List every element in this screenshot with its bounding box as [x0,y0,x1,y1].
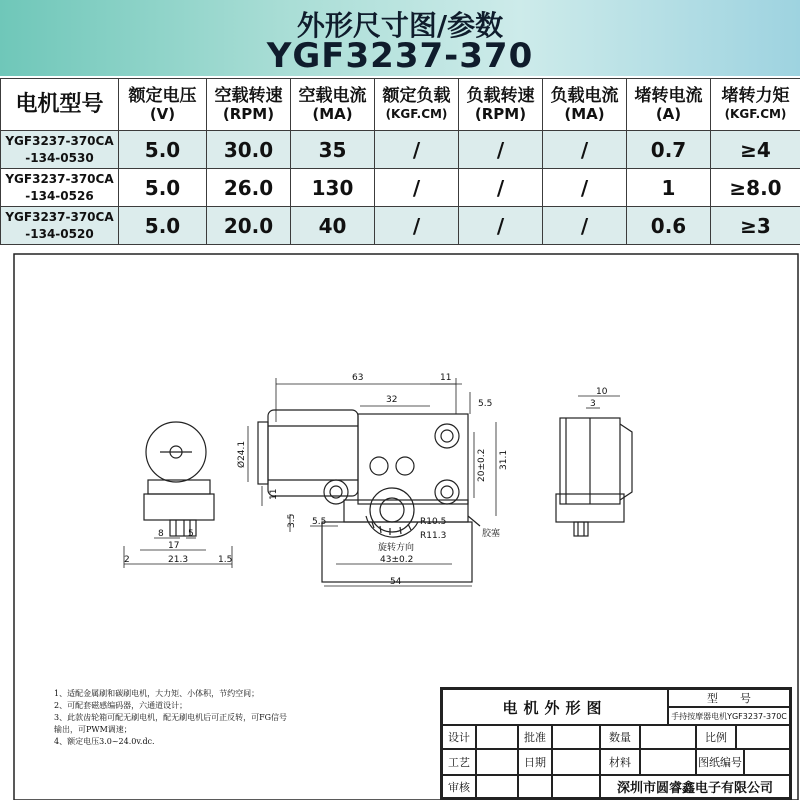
page-title: 外形尺寸图/参数 [296,9,504,42]
process-label: 工艺 [442,749,476,775]
rubber-label: 胶塞 [482,529,501,539]
dim-label: R10.5 [420,517,447,527]
table-cell: 40 [291,207,375,245]
col-header: 空载转速 (RPM) [207,79,291,131]
scale-value [736,725,790,749]
table-cell: 5.0 [119,169,207,207]
review-label: 审核 [442,775,476,798]
scale-label: 比例 [696,725,736,749]
type-label: 型 号 [668,689,790,707]
model-cell: YGF3237-370CA -134-0526 [1,169,119,207]
table-cell: / [459,207,543,245]
spec-table [0,78,800,245]
model-cell: YGF3237-370CA -134-0530 [1,131,119,169]
dim-label: 2 [124,555,130,565]
dim-label: 21.3 [168,555,189,565]
col-header: 堵转电流 (A) [627,79,711,131]
side-dim-labels [124,529,232,565]
dim-label: 1.5 [218,555,233,565]
right-dims [578,396,620,408]
design-label: 设计 [442,725,476,749]
col-header: 堵转力矩 (KGF.CM) [711,79,800,131]
model-cell: YGF3237-370CA -134-0520 [1,207,119,245]
note-line: 输出，可PWM调速； [54,725,132,734]
table-row [1,131,800,169]
table-cell: 130 [291,169,375,207]
table-cell: 35 [291,131,375,169]
table-cell: ≥4 [711,131,800,169]
design-value [476,725,518,749]
review-value [476,775,518,798]
drawing-no-label: 图纸编号 [696,749,744,775]
table-cell: / [375,207,459,245]
dim-label: 11 [440,373,452,383]
note-line: 4、额定电压3.0~24.0v.dc. [54,737,155,746]
dim-label: 5.5 [312,517,327,527]
right-dim-labels [590,387,608,409]
dim-label: 11 [269,488,279,500]
approve-label: 批准 [518,725,552,749]
dim-label: 10 [596,387,608,397]
review-blank [552,775,600,798]
dim-label: 8 [158,529,164,539]
dim-label: R11.3 [420,531,447,541]
table-cell: 26.0 [207,169,291,207]
table-cell: 30.0 [207,131,291,169]
table-cell: / [459,131,543,169]
table-cell: 5.0 [119,131,207,169]
front-dims [248,378,496,586]
table-cell: / [375,131,459,169]
col-header: 额定电压 (V) [119,79,207,131]
col-header: 额定负载 (KGF.CM) [375,79,459,131]
rotation-label: 旋转方向 [378,543,415,553]
dim-label: 32 [386,395,398,405]
title-block [440,687,792,800]
date-value [552,749,600,775]
dim-label: 63 [352,373,364,383]
table-cell: / [459,169,543,207]
dim-label: 43±0.2 [380,555,414,565]
note-line: 2、可配套磁感编码器，六通道设计； [54,701,188,710]
review-blank [518,775,552,798]
dim-label: Ø24.1 [237,440,247,468]
table-cell: / [375,169,459,207]
table-cell: / [543,169,627,207]
approve-value [552,725,600,749]
side-view-left [144,422,214,536]
drawing-title: 电机外形图 [442,689,668,725]
dim-label: 20±0.2 [477,448,487,482]
col-header: 负载电流 (MA) [543,79,627,131]
quantity-value [640,725,696,749]
drawing-no-value [744,749,790,775]
type-value: 手持按摩器电机YGF3237-370C [668,707,790,725]
front-view [258,410,480,582]
header-banner [0,0,800,76]
side-view-right [556,418,632,536]
dim-label: 17 [168,541,180,551]
date-label: 日期 [518,749,552,775]
dim-label: 3 [590,399,596,409]
dim-label: 54 [390,577,402,587]
note-line: 1、适配金属刷和碳刷电机，大力矩、小体积，节约空间； [54,689,260,698]
table-cell: ≥3 [711,207,800,245]
col-header: 电机型号 [1,79,119,131]
table-row [1,207,800,245]
table-cell: / [543,131,627,169]
process-value [476,749,518,775]
company-name: 深圳市圆睿鑫电子有限公司 [600,775,790,798]
table-cell: 5.0 [119,207,207,245]
dim-label: 3.5 [287,513,297,528]
table-cell: 0.6 [627,207,711,245]
table-cell: 0.7 [627,131,711,169]
quantity-label: 数量 [600,725,640,749]
model-title: YGF3237-370 [266,36,534,76]
notes [54,688,394,748]
table-header-row [1,79,800,131]
table-row [1,169,800,207]
table-cell: / [543,207,627,245]
dim-label: 5 [188,529,194,539]
table-cell: ≥8.0 [711,169,800,207]
material-value [640,749,696,775]
col-header: 负载转速 (RPM) [459,79,543,131]
col-header: 空载电流 (MA) [291,79,375,131]
note-line: 3、此款齿轮箱可配无刷电机，配无刷电机后可正反转，可FG信号 [54,713,288,722]
dim-label: 31.1 [499,449,509,470]
material-label: 材料 [600,749,640,775]
table-cell: 1 [627,169,711,207]
table-cell: 20.0 [207,207,291,245]
dim-label: 5.5 [478,399,493,409]
